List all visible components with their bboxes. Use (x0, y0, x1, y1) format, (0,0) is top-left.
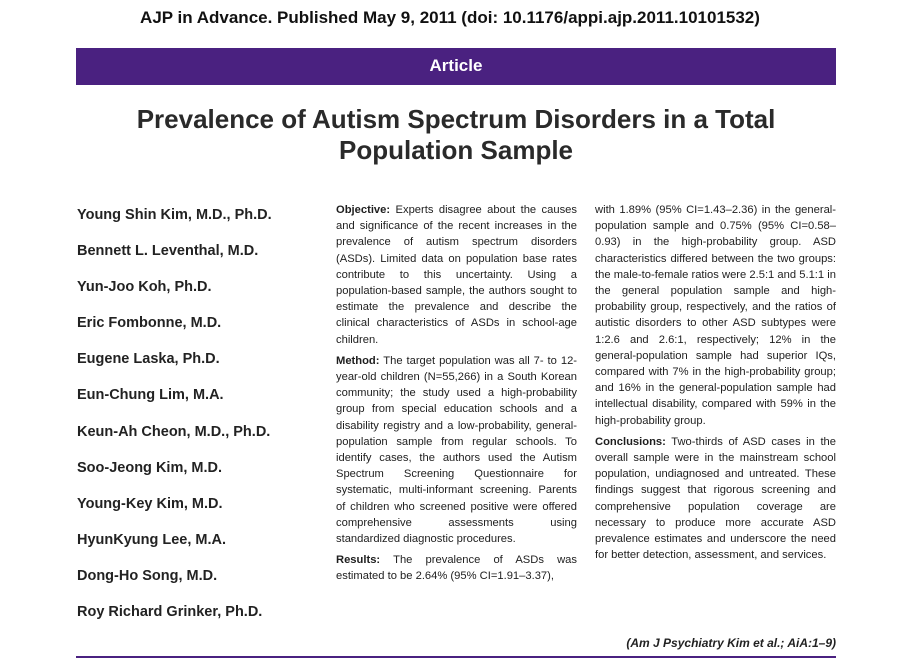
publication-line: AJP in Advance. Published May 9, 2011 (doi: 10.1176/appi.ajp.2011.10101532) (140, 8, 760, 27)
citation: (Am J Psychiatry Kim et al.; AiA:1–9) (626, 636, 836, 650)
author-name: Yun-Joo Koh, Ph.D. (77, 279, 212, 296)
abstract-column-left (336, 202, 577, 590)
author-name: Roy Richard Grinker, Ph.D. (77, 604, 263, 621)
results-label: Results: (336, 554, 381, 567)
author-name: Eugene Laska, Ph.D. (77, 351, 220, 368)
objective-text: Experts disagree about the causes and significance of the recent increases in the prevalence of autism spectrum disorders (ASDs). Limited data on population base rates contribute to this uncertainty. Using a population-based sample, the authors sought to estimate the prevalence and describe the clinical characteristics of ASDs in school-age children. (336, 204, 577, 346)
objective-paragraph (336, 202, 577, 348)
author-name: Young-Key Kim, M.D. (77, 495, 223, 512)
author-name: HyunKyung Lee, M.A. (77, 531, 227, 548)
method-label: Method: (336, 354, 380, 367)
article-label: Article (429, 56, 483, 75)
results-paragraph (336, 552, 577, 584)
abstract-column-right (595, 202, 836, 568)
author-name: Soo-Jeong Kim, M.D. (77, 459, 222, 476)
title-line-2: Population Sample (338, 135, 574, 165)
author-name: Keun-Ah Cheon, M.D., Ph.D. (77, 423, 271, 440)
author-name: Dong-Ho Song, M.D. (77, 567, 218, 584)
article-title (76, 104, 836, 166)
author-name: Eun-Chung Lim, M.A. (77, 387, 224, 404)
conclusions-paragraph (595, 434, 836, 564)
author-name: Young Shin Kim, M.D., Ph.D. (77, 207, 272, 223)
results-continuation: with 1.89% (95% CI=1.43–2.36) in the general-population sample and 0.75% (95% CI=0.58–0.93) in the high-probability group. ASD characteristics differed between the two groups: the male-to-female ratios were 2.5:1 and 5.1:1 in the general population sample and high-probability group, respectively, and the ratios of autistic disorders to other ASD subtypes were 1:2.6 and 2.6:1, respectively; 12% in the general-population sample had superior IQs, compared with 7% in the high-probability group; and 16% in the general-population sample had intellectual disability, compared with 59% in the high-probability group. (595, 204, 836, 427)
title-line-1: Prevalence of Autism Spectrum Disorders in a Total (136, 104, 776, 134)
objective-label: Objective: (336, 204, 391, 216)
author-list (77, 204, 317, 637)
author-name: Bennett L. Leventhal, M.D. (77, 243, 259, 260)
conclusions-text: Two-thirds of ASD cases in the overall sample were in the mainstream school population, undiagnosed and untreated. These findings suggest that rigorous screening and comprehensive population coverage are necessary to produce more accurate ASD prevalence estimates and underscore the need for better detection, assessment, and services. (595, 435, 836, 562)
article-band (76, 48, 836, 85)
conclusions-label: Conclusions: (595, 435, 666, 448)
method-paragraph (336, 353, 577, 547)
author-name: Eric Fombonne, M.D. (77, 315, 222, 332)
method-text: The target population was all 7- to 12-year-old children (N=55,266) in a South Korean community; the study used a high-probability group from special education schools and a disability registry and a low-probability, general-population sample from regular schools. To identify cases, the authors used the Autism Spectrum Screening Questionnaire for systematic, multi-informant screening. Parents of children who screened positive were offered comprehensive assessments using standardized diagnostic procedures. (336, 354, 578, 546)
bottom-rule (76, 656, 836, 658)
results-text: The prevalence of ASDs was estimated to be 2.64% (95% CI=1.91–3.37), (336, 554, 577, 583)
